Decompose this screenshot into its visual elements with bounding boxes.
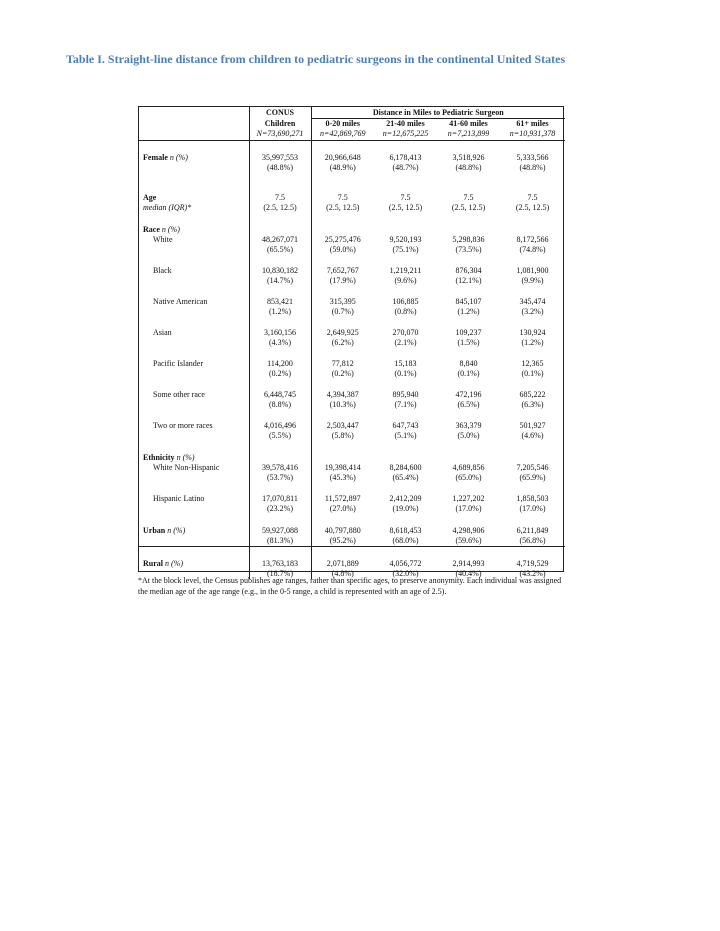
cell-percent: (0.8%) — [394, 307, 417, 316]
cell-percent: (9.6%) — [394, 276, 417, 285]
cell-value: 9,520,193 — [389, 235, 422, 244]
row-label: Black — [153, 266, 172, 275]
cell-value: 6,178,413 — [389, 153, 422, 162]
cell-percent: (5.5%) — [269, 431, 291, 440]
cell-value: 345,474 — [519, 297, 546, 306]
cell-value: 7.5 — [463, 193, 474, 202]
cell-percent: (2.5, 12.5) — [388, 203, 423, 212]
cell-percent: (1.5%) — [457, 338, 480, 347]
cell-percent: (40.4%) — [455, 569, 482, 578]
cell-percent: (43.2%) — [519, 569, 546, 578]
cell-percent: (18.7%) — [267, 569, 293, 578]
row-qualifier: n (%) — [165, 559, 183, 568]
cell-percent: (23.2%) — [267, 504, 293, 513]
cell-value: 2,412,209 — [389, 494, 422, 503]
cell-value: 2,649,925 — [326, 328, 359, 337]
whitenh-row — [139, 463, 565, 483]
cell-value: 895,940 — [392, 390, 419, 399]
cell-percent: (19.0%) — [392, 504, 419, 513]
urban-row — [139, 514, 565, 547]
cell-percent: (74.8%) — [519, 245, 546, 254]
cell-percent: (5.0%) — [457, 431, 480, 440]
cell-percent: (1.2%) — [521, 338, 544, 347]
cell-value: 4,298,906 — [452, 526, 485, 535]
cell-value: 3,518,926 — [452, 153, 485, 162]
cell-value: 12,365 — [521, 359, 544, 368]
other-row — [139, 379, 565, 410]
cell-percent: (5.1%) — [394, 431, 417, 440]
asian-row — [139, 317, 565, 348]
col-n-61plus: n=10,931,378 — [500, 129, 565, 141]
cell-value: 35,997,553 — [262, 153, 298, 162]
conus-n: N=73,690,271 — [249, 129, 311, 141]
cell-percent: (0.2%) — [331, 369, 354, 378]
cell-value: 25,275,476 — [324, 235, 361, 244]
race-head-row — [139, 213, 565, 235]
cell-percent: (0.1%) — [457, 369, 480, 378]
cell-value: 2,071,889 — [326, 559, 359, 568]
row-label: Female — [143, 153, 168, 162]
cell-value: 876,304 — [455, 266, 482, 275]
cell-percent: (73.5%) — [455, 245, 482, 254]
cell-value: 363,379 — [455, 421, 482, 430]
cell-value: 11,572,897 — [324, 494, 361, 503]
cell-percent: (3.2%) — [521, 307, 544, 316]
cell-percent: (56.8%) — [519, 536, 546, 545]
cell-value: 8,618,453 — [389, 526, 422, 535]
cell-value: 4,016,496 — [264, 421, 296, 430]
col-n-21-40: n=12,675,225 — [374, 129, 437, 141]
cell-value: 13,763,183 — [262, 559, 298, 568]
section-qualifier: n (%) — [161, 225, 180, 234]
cell-percent: (2.5, 12.5) — [326, 203, 360, 212]
col-header-61plus: 61+ miles — [500, 119, 565, 130]
row-label: Native American — [153, 297, 208, 306]
eth-head-row — [139, 441, 565, 463]
cell-value: 10,830,182 — [262, 266, 298, 275]
hispanic-row — [139, 483, 565, 514]
cell-value: 19,398,414 — [324, 463, 361, 472]
cell-value: 7.5 — [527, 193, 538, 202]
cell-value: 2,503,447 — [326, 421, 359, 430]
cell-percent: (4.8%) — [331, 569, 354, 578]
row-label: Some other race — [153, 390, 205, 399]
cell-percent: (0.1%) — [394, 369, 417, 378]
cell-percent: (2.5, 12.5) — [515, 203, 550, 212]
row-qualifier: n (%) — [169, 153, 188, 162]
cell-percent: (0.2%) — [269, 369, 291, 378]
cell-percent: (65.4%) — [392, 473, 419, 482]
cell-value: 4,689,856 — [452, 463, 485, 472]
cell-value: 8,284,600 — [389, 463, 422, 472]
row-label: Two or more races — [153, 421, 213, 430]
cell-percent: (0.1%) — [521, 369, 544, 378]
row-label: White Non-Hispanic — [153, 463, 220, 472]
cell-value: 59,927,088 — [262, 526, 298, 535]
col-header-41-60: 41-60 miles — [437, 119, 500, 130]
cell-value: 5,333,566 — [516, 153, 549, 162]
col-header-0-20: 0-20 miles — [311, 119, 374, 130]
col-n-41-60: n=7,213,899 — [437, 129, 500, 141]
cell-percent: (48.8%) — [267, 163, 293, 172]
cell-percent: (0.7%) — [331, 307, 354, 316]
cell-value: 3,160,156 — [264, 328, 296, 337]
cell-value: 6,448,745 — [264, 390, 296, 399]
cell-percent: (75.1%) — [392, 245, 419, 254]
cell-value: 853,421 — [267, 297, 293, 306]
cell-percent: (48.7%) — [392, 163, 419, 172]
cell-value: 1,081,900 — [516, 266, 549, 275]
row-label: Age — [143, 193, 157, 202]
cell-value: 17,070,811 — [262, 494, 298, 503]
age-row — [139, 173, 565, 213]
cell-percent: (48.9%) — [329, 163, 356, 172]
row-qualifier: median (IQR)* — [143, 203, 192, 212]
cell-value: 130,924 — [519, 328, 546, 337]
row-label: Pacific Islander — [153, 359, 203, 368]
cell-percent: (8.8%) — [269, 400, 291, 409]
section-qualifier: n (%) — [176, 453, 195, 462]
cell-value: 20,966,648 — [324, 153, 361, 162]
cell-percent: (45.3%) — [329, 473, 356, 482]
cell-percent: (59.6%) — [455, 536, 482, 545]
table-footnote: *At the block level, the Census publishes age ranges, rather than specific ages, to preserve anonymity. Each individual was assigned the median age of the age range (e.g., in the 0-5 range, a child is represented with an age of 2.5). — [138, 576, 562, 596]
cell-value: 7,205,546 — [516, 463, 549, 472]
cell-percent: (65.5%) — [267, 245, 293, 254]
cell-percent: (17.0%) — [455, 504, 482, 513]
cell-value: 685,222 — [519, 390, 546, 399]
conus-header: CONUS — [249, 107, 311, 119]
cell-value: 7.5 — [275, 193, 285, 202]
cell-percent: (68.0%) — [392, 536, 419, 545]
cell-value: 1,227,202 — [452, 494, 485, 503]
white-row — [139, 235, 565, 255]
cell-percent: (32.0%) — [392, 569, 419, 578]
cell-value: 8,840 — [459, 359, 478, 368]
pacific-row — [139, 348, 565, 379]
cell-value: 1,219,211 — [389, 266, 422, 275]
cell-value: 7.5 — [337, 193, 348, 202]
cell-value: 6,211,849 — [516, 526, 549, 535]
row-label: White — [153, 235, 173, 244]
cell-percent: (5.8%) — [331, 431, 354, 440]
section-label: Ethnicity — [143, 453, 175, 462]
distance-group-header: Distance in Miles to Pediatric Surgeon — [311, 107, 565, 119]
cell-percent: (48.8%) — [455, 163, 482, 172]
cell-value: 15,183 — [394, 359, 417, 368]
cell-value: 845,107 — [455, 297, 482, 306]
cell-percent: (48.8%) — [519, 163, 546, 172]
cell-value: 2,914,993 — [452, 559, 485, 568]
cell-value: 7,652,767 — [326, 266, 359, 275]
row-label: Rural — [143, 559, 163, 568]
data-table — [138, 106, 564, 578]
cell-percent: (95.2%) — [329, 536, 356, 545]
native-row — [139, 286, 565, 317]
cell-percent: (27.0%) — [329, 504, 356, 513]
cell-percent: (65.0%) — [455, 473, 482, 482]
col-n-0-20: n=42,869,769 — [311, 129, 374, 141]
cell-percent: (59.0%) — [329, 245, 356, 254]
cell-value: 4,394,387 — [326, 390, 359, 399]
cell-percent: (4.6%) — [521, 431, 544, 440]
cell-percent: (65.9%) — [519, 473, 546, 482]
cell-value: 270,070 — [392, 328, 419, 337]
cell-value: 472,196 — [455, 390, 482, 399]
row-label: Hispanic Latino — [153, 494, 205, 503]
two-row — [139, 410, 565, 441]
table-title: Table I. Straight-line distance from children to pediatric surgeons in the continental United States — [66, 52, 566, 66]
cell-value: 1,858,503 — [516, 494, 549, 503]
cell-percent: (6.5%) — [457, 400, 480, 409]
cell-percent: (1.2%) — [269, 307, 291, 316]
cell-value: 315,395 — [329, 297, 356, 306]
female-row — [139, 141, 565, 174]
cell-value: 4,719,529 — [516, 559, 549, 568]
row-label: Urban — [143, 526, 166, 535]
cell-percent: (17.0%) — [519, 504, 546, 513]
cell-percent: (2.5, 12.5) — [451, 203, 486, 212]
cell-value: 4,056,772 — [389, 559, 422, 568]
cell-value: 106,885 — [392, 297, 419, 306]
cell-percent: (81.3%) — [267, 536, 293, 545]
cell-percent: (2.5, 12.5) — [263, 203, 297, 212]
cell-value: 40,797,880 — [324, 526, 361, 535]
section-label: Race — [143, 225, 160, 234]
cell-percent: (7.1%) — [394, 400, 417, 409]
cell-value: 501,927 — [519, 421, 546, 430]
conus-header-children: Children — [249, 119, 311, 130]
cell-value: 8,172,566 — [516, 235, 549, 244]
cell-percent: (1.2%) — [457, 307, 480, 316]
cell-percent: (12.1%) — [455, 276, 482, 285]
cell-percent: (2.1%) — [394, 338, 417, 347]
cell-value: 77,812 — [331, 359, 354, 368]
cell-percent: (17.9%) — [329, 276, 356, 285]
cell-percent: (10.3%) — [329, 400, 356, 409]
cell-value: 647,743 — [392, 421, 419, 430]
col-header-21-40: 21-40 miles — [374, 119, 437, 130]
row-qualifier: n (%) — [167, 526, 186, 535]
black-row — [139, 255, 565, 286]
cell-percent: (6.2%) — [331, 338, 354, 347]
cell-value: 48,267,071 — [262, 235, 298, 244]
cell-value: 7.5 — [400, 193, 411, 202]
cell-percent: (9.9%) — [521, 276, 544, 285]
cell-value: 109,237 — [455, 328, 482, 337]
cell-percent: (14.7%) — [267, 276, 293, 285]
cell-percent: (6.3%) — [521, 400, 544, 409]
cell-percent: (4.3%) — [269, 338, 291, 347]
cell-value: 114,200 — [267, 359, 293, 368]
row-label: Asian — [153, 328, 172, 337]
cell-percent: (53.7%) — [267, 473, 293, 482]
cell-value: 5,298,836 — [452, 235, 485, 244]
cell-value: 39,578,416 — [262, 463, 298, 472]
